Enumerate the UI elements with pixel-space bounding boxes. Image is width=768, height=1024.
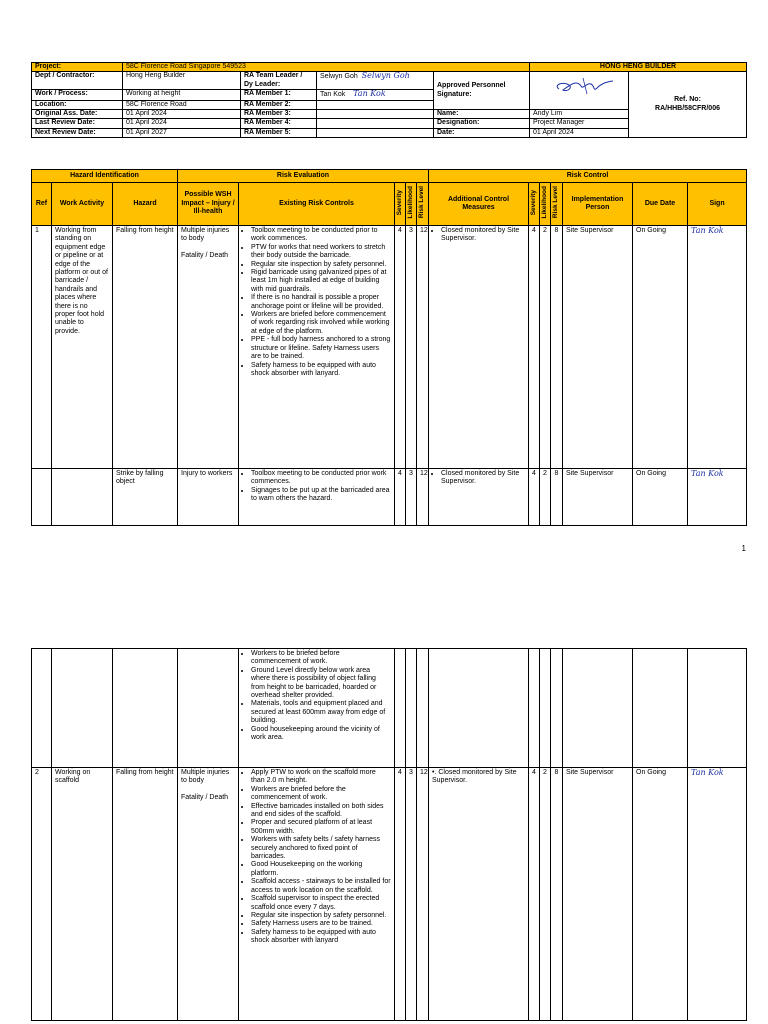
additional-item: • Closed monitored by Site Supervisor. bbox=[441, 227, 525, 244]
row-impact-1: Multiple injuries to body bbox=[181, 769, 230, 785]
table-row bbox=[32, 649, 747, 768]
row-additional bbox=[429, 469, 529, 526]
col-implementation-person: Implementation Person bbox=[563, 183, 633, 226]
leader-value bbox=[317, 72, 434, 90]
row-severity-2: 4 bbox=[529, 469, 540, 526]
row-risk-level: 12 bbox=[417, 469, 429, 526]
row-due-date: On Going bbox=[633, 226, 688, 469]
control-item: • Workers to be briefed before commencement of work. bbox=[251, 650, 391, 667]
row-likelihood-2: 2 bbox=[540, 768, 551, 1021]
row-ref bbox=[32, 469, 52, 526]
row-risk-level: 12 bbox=[417, 768, 429, 1021]
page-number: 1 bbox=[741, 544, 746, 553]
orig-date-value: 01 April 2024 bbox=[123, 110, 241, 119]
row-sign: Tan Kok bbox=[688, 226, 747, 469]
table-row bbox=[32, 226, 747, 469]
work-value: Working at height bbox=[123, 90, 241, 100]
name-label: Name: bbox=[434, 110, 530, 119]
group-risk-evaluation: Risk Evaluation bbox=[178, 170, 429, 183]
risk-table bbox=[31, 169, 747, 526]
col-impact: Possible WSH Impact – Injury / Ill-health bbox=[178, 183, 239, 226]
control-item: • Workers are briefed before commencement of work regarding risk involved while working at edge of the platform. bbox=[251, 311, 391, 336]
control-item: • If there is no handrail is possible a proper anchorage point or lifeline will be provided. bbox=[251, 294, 391, 311]
col-hazard: Hazard bbox=[113, 183, 178, 226]
last-review-value: 01 April 2024 bbox=[123, 119, 241, 128]
additional-item: • Closed monitored by Site Supervisor. bbox=[441, 470, 525, 487]
col-risk-level: Risk Level bbox=[418, 186, 426, 219]
row-severity-2: 4 bbox=[529, 768, 540, 1021]
row-impact bbox=[178, 768, 239, 1021]
control-item: • PTW for works that need workers to stretch their body outside the barricade. bbox=[251, 244, 391, 261]
col-sign: Sign bbox=[688, 183, 747, 226]
date-label: Date: bbox=[434, 128, 530, 137]
row-risk-level-2: 8 bbox=[551, 226, 563, 469]
control-item: • Scaffold access - stairways to be installed for access to work location on the scaffold. bbox=[251, 878, 391, 895]
col-severity: Severity bbox=[395, 189, 403, 215]
col-work-activity: Work Activity bbox=[52, 183, 113, 226]
member4-value bbox=[317, 119, 434, 128]
last-review-label: Last Review Date: bbox=[32, 119, 123, 128]
control-item: • Toolbox meeting to be conducted prior to work commences. bbox=[251, 227, 391, 244]
row-impact-2: Fatality / Death bbox=[181, 794, 229, 802]
date-value: 01 April 2024 bbox=[530, 128, 629, 137]
ref-no-label: Ref. No: bbox=[674, 96, 701, 104]
table-row bbox=[32, 469, 747, 526]
control-item: • Workers with safety belts / safety harness securely anchored to fixed point of barricades. bbox=[251, 836, 391, 861]
member1-label: RA Member 1: bbox=[241, 90, 317, 100]
member2-value bbox=[317, 100, 434, 109]
control-item: • Regular site inspection by safety personnel. bbox=[251, 261, 391, 269]
control-item: • Regular site inspection by safety personnel. bbox=[251, 912, 391, 920]
member1-signature: Tan Kok bbox=[353, 89, 386, 99]
row-controls bbox=[239, 469, 395, 526]
row-activity bbox=[52, 469, 113, 526]
orig-date-label: Original Ass. Date: bbox=[32, 110, 123, 119]
row-controls bbox=[239, 649, 395, 768]
designation-label: Designation: bbox=[434, 119, 530, 128]
control-item: • Safety harness to be equipped with auto shock absorber with lanyard. bbox=[251, 362, 391, 379]
col-ref: Ref bbox=[32, 183, 52, 226]
header-table bbox=[31, 62, 747, 138]
row-due-date: On Going bbox=[633, 768, 688, 1021]
row-due-date: On Going bbox=[633, 469, 688, 526]
col-likelihood-2: Likelihood bbox=[540, 186, 548, 219]
col-additional-controls: Additional Control Measures bbox=[429, 183, 529, 226]
dept-value: Hong Heng Builder bbox=[123, 72, 241, 90]
row-implementation: Site Supervisor bbox=[563, 768, 633, 1021]
row-implementation: Site Supervisor bbox=[563, 469, 633, 526]
location-label: Location: bbox=[32, 100, 123, 109]
signature-scribble-icon bbox=[533, 72, 623, 98]
control-item: • PPE - full body harness anchored to a strong structure or lifeline. Safety Harness users are to be trained. bbox=[251, 336, 391, 361]
row-sign: Tan Kok bbox=[688, 469, 747, 526]
row-impact-1: Multiple injuries to body bbox=[181, 227, 230, 243]
row-controls bbox=[239, 768, 395, 1021]
table-row bbox=[32, 768, 747, 1021]
additional-item: . Closed monitored by Site Supervisor. bbox=[432, 769, 517, 785]
row-ref: 2 bbox=[32, 768, 52, 1021]
control-item: • Rigid barricade using galvanized pipes of at least 1m high installed at edge of building with mid guardrails. bbox=[251, 269, 391, 294]
row-risk-level: 12 bbox=[417, 226, 429, 469]
ref-no-value: RA/HHB/58CFR/006 bbox=[655, 104, 720, 112]
row-impact bbox=[178, 649, 239, 768]
row-likelihood: 3 bbox=[406, 469, 417, 526]
control-item: • Good housekeeping around the vicinity of work area. bbox=[251, 726, 391, 743]
col-due-date: Due Date bbox=[633, 183, 688, 226]
control-item: • Ground Level directly below work area where there is possibility of object falling from height to be barricaded, hoarded or overhead shelter provided. bbox=[251, 667, 391, 701]
page-2 bbox=[0, 600, 768, 1024]
row-hazard: Falling from height bbox=[113, 768, 178, 1021]
control-item: • Good Housekeeping on the working platform. bbox=[251, 861, 391, 878]
control-item: • Materials, tools and equipment placed and secured at least 600mm away from edge of building. bbox=[251, 700, 391, 725]
col-existing-controls: Existing Risk Controls bbox=[239, 183, 395, 226]
member1-value bbox=[317, 90, 434, 100]
row-ref: 1 bbox=[32, 226, 52, 469]
row-hazard: Falling from height bbox=[113, 226, 178, 469]
row-severity: 4 bbox=[395, 768, 406, 1021]
dept-label: Dept / Contractor: bbox=[32, 72, 123, 90]
row-likelihood-2: 2 bbox=[540, 469, 551, 526]
member3-value bbox=[317, 110, 434, 119]
location-value: 58C Florence Road bbox=[123, 100, 241, 109]
row-risk-level-2: 8 bbox=[551, 469, 563, 526]
group-hazard-identification: Hazard Identification bbox=[32, 170, 178, 183]
leader-name: Selwyn Goh bbox=[320, 73, 358, 81]
member5-label: RA Member 5: bbox=[241, 128, 317, 137]
control-item: • Effective barricades installed on both sides and end sides of the scaffold. bbox=[251, 803, 391, 820]
designation-value: Project Manager bbox=[530, 119, 629, 128]
row-activity: Working on scaffold bbox=[52, 768, 113, 1021]
member2-label: RA Member 2: bbox=[241, 100, 317, 109]
control-item: • Toolbox meeting to be conducted prior work commences. bbox=[251, 470, 391, 487]
member4-label: RA Member 4: bbox=[241, 119, 317, 128]
company-name: HONG HENG BUILDER bbox=[530, 63, 747, 72]
control-item: • Apply PTW to work on the scaffold more than 2.0 m height. bbox=[251, 769, 391, 786]
next-review-label: Next Review Date: bbox=[32, 128, 123, 137]
control-item: • Safety harness to be equipped with auto shock absorber with lanyard bbox=[251, 929, 391, 946]
project-label: Project: bbox=[32, 63, 123, 72]
row-sign: Tan Kok bbox=[688, 768, 747, 1021]
next-review-value: 01 April 2027 bbox=[123, 128, 241, 137]
row-controls bbox=[239, 226, 395, 469]
row-activity: Working from standing on equipment edge or pipeline or at edge of the platform or out of barricade / handrails and places where there is no proper foot hold unable to provide. bbox=[52, 226, 113, 469]
name-value: Andy Lim bbox=[530, 110, 629, 119]
row-impact: Injury to workers bbox=[178, 469, 239, 526]
work-label: Work / Process: bbox=[32, 90, 123, 100]
control-item: • Scaffold supervisor to inspect the erected scaffold once every 7 days. bbox=[251, 895, 391, 912]
row-implementation: Site Supervisor bbox=[563, 226, 633, 469]
row-risk-level-2: 8 bbox=[551, 768, 563, 1021]
control-item: • Signages to be put up at the barricaded area to warn others the hazard. bbox=[251, 487, 391, 504]
group-risk-control: Risk Control bbox=[429, 170, 747, 183]
row-severity: 4 bbox=[395, 469, 406, 526]
project-value: 58C Florence Road Singapore 549523 bbox=[123, 63, 530, 72]
control-item: • Proper and secured platform of at least 500mm width. bbox=[251, 819, 391, 836]
row-likelihood: 3 bbox=[406, 768, 417, 1021]
row-hazard bbox=[113, 649, 178, 768]
risk-table-continued bbox=[31, 648, 747, 1021]
col-severity-2: Severity bbox=[529, 189, 537, 215]
member1-name: Tan Kok bbox=[320, 91, 346, 99]
approved-signature-label: Approved Personnel Signature: bbox=[434, 72, 530, 110]
row-impact-2: Fatality / Death bbox=[181, 252, 229, 260]
leader-label: RA Team Leader / Dy Leader: bbox=[241, 72, 317, 90]
row-activity bbox=[52, 649, 113, 768]
row-additional bbox=[429, 226, 529, 469]
row-likelihood: 3 bbox=[406, 226, 417, 469]
row-ref bbox=[32, 649, 52, 768]
row-hazard: Strike by falling object bbox=[113, 469, 178, 526]
col-likelihood: Likelihood bbox=[406, 186, 414, 219]
control-item: • Safety Harness users are to be trained. bbox=[251, 920, 391, 928]
row-severity-2: 4 bbox=[529, 226, 540, 469]
approved-signature bbox=[530, 72, 629, 110]
row-impact bbox=[178, 226, 239, 469]
col-risk-level-2: Risk Level bbox=[552, 186, 560, 219]
row-additional: •. Closed monitored by Site Supervisor. bbox=[429, 768, 529, 1021]
control-item: • Workers are briefed before the commencement of work. bbox=[251, 786, 391, 803]
member5-value bbox=[317, 128, 434, 137]
row-severity: 4 bbox=[395, 226, 406, 469]
row-likelihood-2: 2 bbox=[540, 226, 551, 469]
member3-label: RA Member 3: bbox=[241, 110, 317, 119]
ref-no bbox=[629, 72, 747, 138]
leader-signature: Selwyn Goh bbox=[361, 71, 410, 81]
